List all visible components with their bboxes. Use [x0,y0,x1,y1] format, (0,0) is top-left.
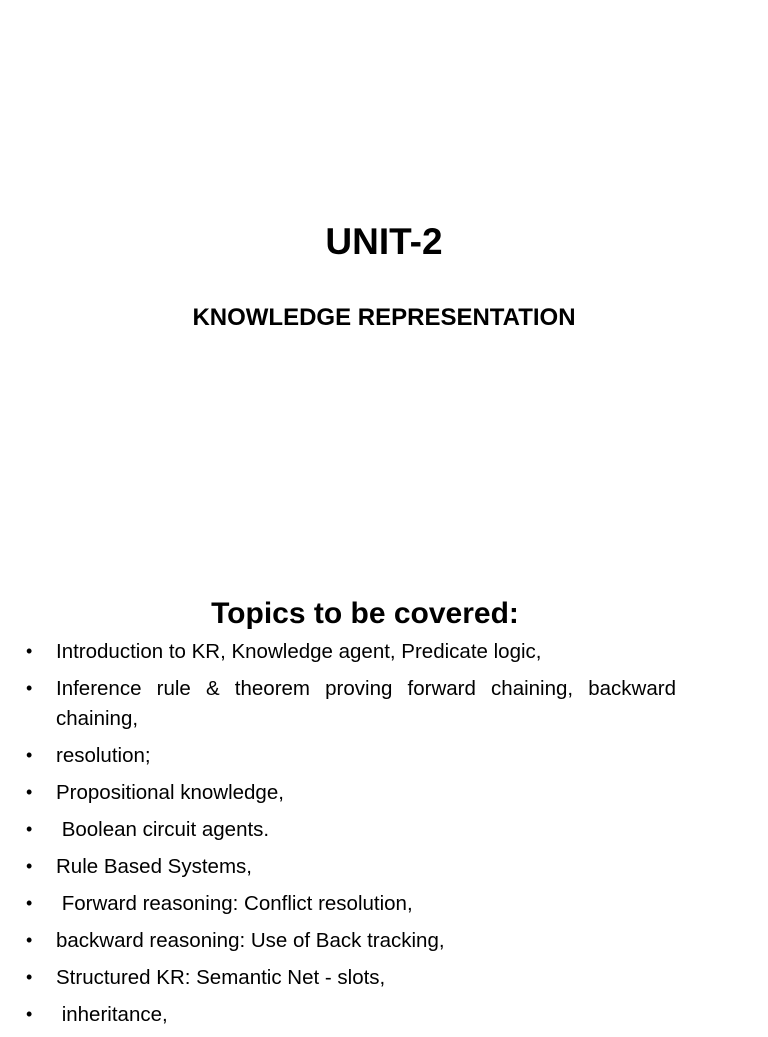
bullet-icon: • [26,678,33,698]
topic-list [26,637,682,1037]
bullet-icon: • [26,967,33,987]
list-item [26,926,676,956]
topic-text: Rule Based Systems, [56,855,252,878]
bullet-icon: • [26,1004,33,1024]
topic-text: inheritance, [56,1003,168,1026]
topic-text: Boolean circuit agents. [56,818,270,841]
topic-text: Propositional knowledge, [56,781,284,804]
topics-slide [0,560,768,1024]
bullet-icon: • [26,856,33,876]
topics-heading: Topics to be covered: [211,597,519,630]
unit-subtitle: KNOWLEDGE REPRESENTATION [192,304,576,331]
bullet-icon: • [26,819,33,839]
bullet-icon: • [26,782,33,802]
topic-text: Introduction to KR, Knowledge agent, Predicate logic, [56,640,542,663]
bullet-icon: • [26,893,33,913]
list-item [26,889,676,919]
unit-title: UNIT-2 [325,221,443,262]
topic-text: Structured KR: Semantic Net - slots, [56,966,386,989]
list-item [26,741,676,771]
list-item [26,963,676,993]
list-item [26,674,682,734]
topic-text: Forward reasoning: Conflict resolution, [56,892,413,915]
topic-text: resolution; [56,744,151,767]
list-item [26,637,676,667]
list-item [26,815,676,845]
list-item [26,1000,676,1030]
topic-text: backward reasoning: Use of Back tracking, [56,929,445,952]
topic-text: Inference rule & theorem proving forward chaining, backward chaining, [56,677,682,730]
bullet-icon: • [26,745,33,765]
list-item [26,852,676,882]
list-item [26,778,676,808]
bullet-icon: • [26,930,33,950]
bullet-icon: • [26,641,33,661]
